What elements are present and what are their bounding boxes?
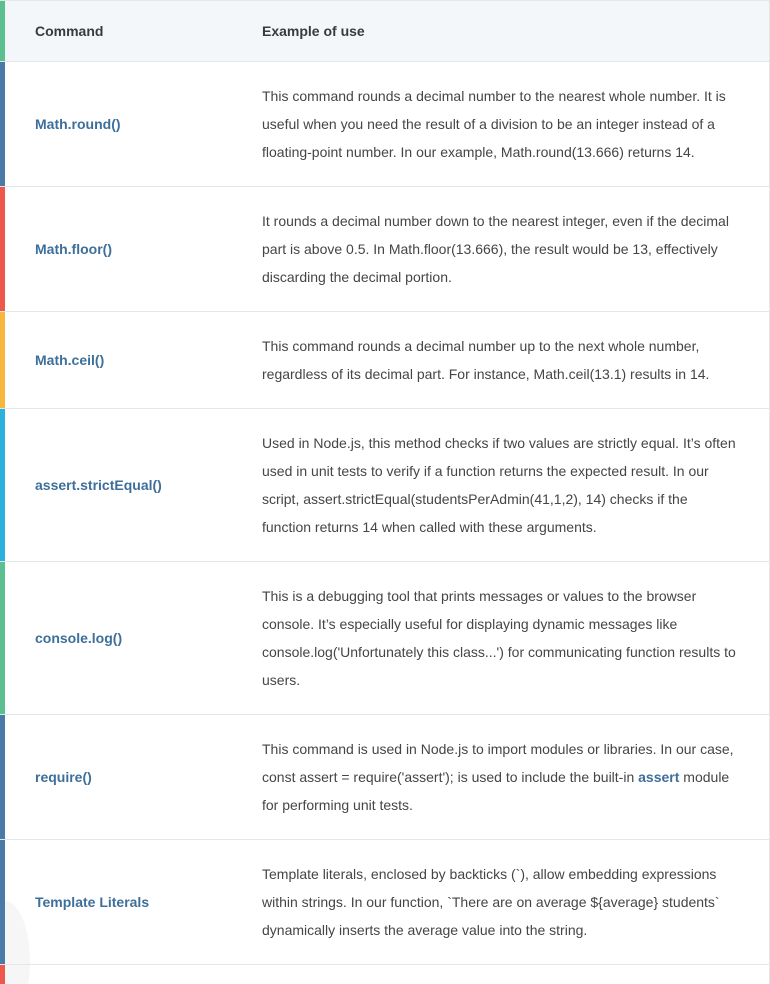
command-name: Template Literals <box>35 894 150 910</box>
command-name: require() <box>35 769 92 785</box>
table-row <box>0 187 770 312</box>
row-accent-bar <box>0 62 5 186</box>
table-row <box>0 562 770 715</box>
table-header-row <box>0 1 770 62</box>
table-row <box>0 965 770 984</box>
table-row <box>0 840 770 965</box>
row-accent-bar <box>0 187 5 311</box>
row-accent-bar <box>0 965 5 984</box>
example-text: module for performing unit tests. <box>262 769 730 813</box>
command-name: assert.strictEqual() <box>35 477 162 493</box>
row-accent-bar <box>0 409 5 561</box>
header-command: Command <box>35 23 104 39</box>
command-name: Math.round() <box>35 116 121 132</box>
command-example: This command rounds a decimal number to the nearest whole number. It is useful when you need the result of a division to be an integer instead of a floating-point number. In our example, Math.round(13.666) returns 14. <box>262 88 726 160</box>
example-text: This command is used in Node.js to import modules or libraries. In our case, const assert = require('assert'); is used to include the built-in <box>262 741 734 785</box>
header-example: Example of use <box>262 23 365 39</box>
command-name: Math.ceil() <box>35 352 105 368</box>
command-name: console.log() <box>35 630 123 646</box>
assert-highlight: assert <box>638 769 680 785</box>
command-example: Used in Node.js, this method checks if two values are strictly equal. It’s often used in unit tests to verify if a function returns the expected result. In our script, assert.strictEqual(studentsPerAdmin(41,1,2), 14) checks if the function returns 14 when called with these arguments. <box>262 435 736 535</box>
row-accent-bar <box>0 562 5 714</box>
table-row <box>0 715 770 840</box>
command-example: Template literals, enclosed by backticks (`), allow embedding expressions within strings. In our function, `There are on average ${average} students` dynamically inserts the average value into the string. <box>262 866 720 938</box>
table-row <box>0 62 770 187</box>
row-accent-bar <box>0 312 5 408</box>
row-accent-bar <box>0 840 5 964</box>
command-example: It rounds a decimal number down to the nearest integer, even if the decimal part is above 0.5. In Math.floor(13.666), the result would be 13, effectively discarding the decimal portion. <box>262 213 729 285</box>
command-example <box>262 735 752 819</box>
row-accent-bar <box>0 715 5 839</box>
command-name: Math.floor() <box>35 241 112 257</box>
command-example: This is a debugging tool that prints messages or values to the browser console. It’s especially useful for displaying dynamic messages like console.log('Unfortunately this class...') for communicating function results to users. <box>262 588 736 688</box>
table-row <box>0 312 770 409</box>
table-row <box>0 409 770 562</box>
row-accent-bar <box>0 1 5 61</box>
command-example: This command rounds a decimal number up to the next whole number, regardless of its decimal part. For instance, Math.ceil(13.1) results in 14. <box>262 338 710 382</box>
